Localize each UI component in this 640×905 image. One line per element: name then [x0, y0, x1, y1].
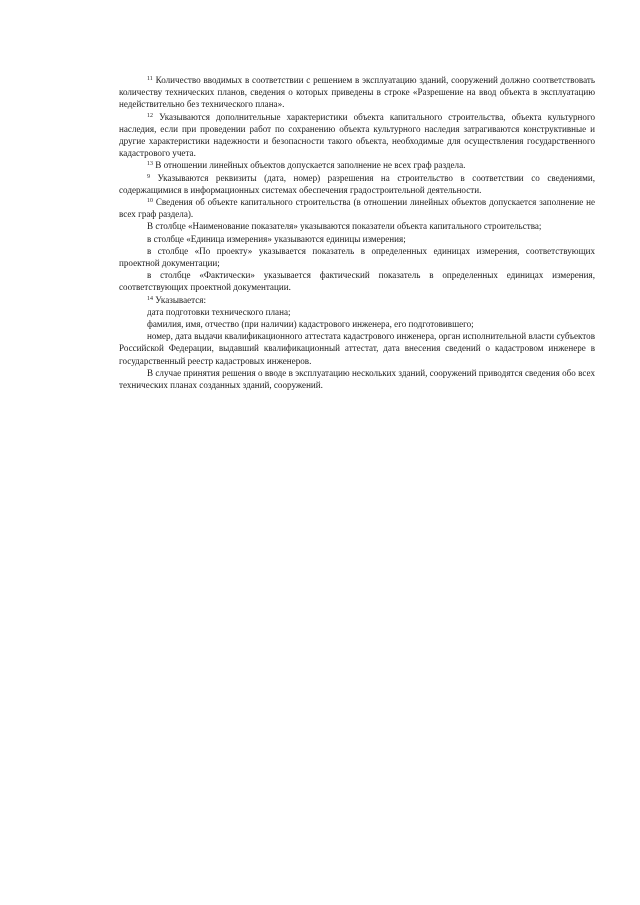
footnote-mark: 13 [147, 161, 153, 168]
footnote-mark: 12 [147, 112, 153, 119]
list-item: дата подготовки технического плана; [147, 306, 291, 317]
closing-paragraph: В случае принятия решения о вводе в эксплуатацию нескольких зданий, сооружений приводятся сведения обо всех технических планах созданных зданий, сооружений. [119, 367, 595, 391]
footnote-text: Количество вводимых в соответствии с решением в эксплуатацию зданий, сооружений должно соответствовать количеству технических планов, сведения о которых приведены в строке «Разрешение на ввод объекта в эксплуатацию недействительно без технического плана». [119, 75, 595, 110]
column-description: в столбце «По проекту» указывается показатель в определенных единицах измерения, соответствующих проектной документации; [119, 245, 595, 269]
footnote-13 [119, 159, 595, 171]
footnote-text: Указывается: [153, 294, 207, 305]
column-description: В столбце «Наименование показателя» указываются показатели объекта капитального строительства; [147, 221, 542, 232]
footnote-mark: 14 [147, 295, 153, 302]
footnote-text: Указываются дополнительные характеристики объекта капитального строительства, объекта культурного наследия, если при проведении работ по сохранению объекта культурного наследия затрагиваются конструктивные и другие характеристики надежности и безопасности такого объекта, необходимые для осуществления государственного кадастрового учета. [119, 111, 595, 159]
footnote-14 [119, 294, 595, 306]
footnote-mark: 10 [147, 198, 153, 205]
list-item: фамилия, имя, отчество (при наличии) кадастрового инженера, его подготовившего; [147, 319, 474, 330]
footnote-text: Указываются реквизиты (дата, номер) разрешения на строительство в соответствии со сведениями, содержащимися в информационных системах обеспечения градостроительной деятельности. [119, 172, 595, 195]
footnote-12 [119, 111, 595, 160]
column-description: в столбце «Единица измерения» указываются единицы измерения; [147, 233, 406, 244]
document-page [119, 74, 595, 391]
list-item: номер, дата выдачи квалификационного аттестата кадастрового инженера, орган исполнительной власти субъектов Российской Федерации, выдавший квалификационный аттестат, дата внесения сведений о кадастровом инженере в государственный реестр кадастровых инженеров. [119, 331, 595, 366]
footnote-mark: 9 [147, 173, 150, 180]
footnote-10 [119, 196, 595, 220]
footnote-text: В отношении линейных объектов допускается заполнение не всех граф раздела. [153, 160, 466, 171]
footnote-text: Сведения об объекте капитального строительства (в отношении линейных объектов допускается заполнение не всех граф раздела). [119, 197, 595, 220]
footnote-mark: 11 [147, 76, 153, 82]
footnote-11 [119, 74, 595, 111]
column-description: в столбце «Фактически» указывается фактический показатель в определенных единицах измерения, соответствующих проектной документации. [119, 270, 595, 293]
footnote-9 [119, 172, 595, 196]
